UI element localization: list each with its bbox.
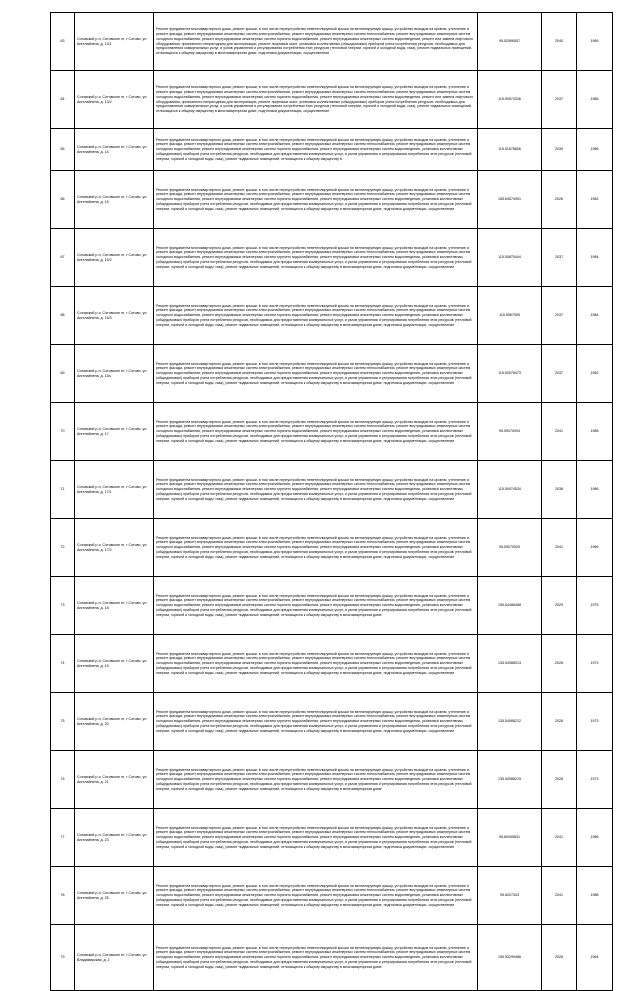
area-value-cell: 155.64488468 (478, 577, 542, 635)
address-cell: Сотовский р-н, Сотовское гп, г Сотово, ул. Ангелайнена, д. 15а (75, 345, 154, 403)
works-description-cell: Ремонт фундамента многоквартирного дома, ремонт крыши, в том числе переустройство невентилируемой крыши на вентилируемую крышу, устройство выходов на кровлю, утепление и ремонт фасада, ремонт внутридомовых инженерных систем электроснабжения, ремонт внутридомовых инженерных систем теплоснабжения, ремонт внутридомовых инженерных систем холодного водоснабжения, ремонт внутридомовых инженерных систем горячего водоснабжения, ремонт внутридомовых инженерных систем водоотведения, установка коллективных (общедомовых) приборов учета потребления ресурсов, необходимых для предоставления коммунальных услуг, и узлов управления и регулирования потребления этих ресурсов (тепловой энергии, горячей и холодной воды, газа), ремонт подвальных помещений, относящихся к общему имуществу в многоквартирном доме, подготовка документации, осуществление (154, 171, 478, 229)
planned-year-cell: 2040 (542, 13, 577, 71)
row-number-cell: 79 (51, 925, 75, 991)
works-description-cell: Ремонт фундамента многоквартирного дома, ремонт крыши, в том числе переустройство невентилируемой крыши на вентилируемую крышу, устройство выходов на кровлю, утепление и ремонт фасада, ремонт внутридомовых инженерных систем электроснабжения, ремонт внутридомовых инженерных систем теплоснабжения, ремонт внутридомовых инженерных систем холодного водоснабжения, ремонт внутридомовых инженерных систем горячего водоснабжения, ремонт внутридомовых инженерных систем водоотведения, ремонт или замена лифтового оборудования, признанного непригодным для эксплуатации, ремонт лифтовых шахт, установка коллективных (общедомовых) приборов учета потребления ресурсов, необходимых для предоставления коммунальных услуг, и узлов управления и регулирования потребления этих ресурсов (тепловой энергии, горячей и холодной воды, газа), ремонт подвальных помещений, относящихся к общему имуществу в многоквартирном доме, подготовка документации, осуществление (154, 71, 478, 129)
planned-year-cell: 2037 (542, 229, 577, 287)
area-value-cell: 135.54988013 (478, 635, 542, 693)
year-built-cell: 1973 (577, 635, 613, 693)
year-built-cell: 1973 (577, 751, 613, 809)
works-description-cell: Ремонт фундамента многоквартирного дома, ремонт крыши, в том числе переустройство невентилируемой крыши на вентилируемую крышу, устройство выходов на кровлю, утепление и ремонт фасада, ремонт внутридомовых инженерных систем электроснабжения, ремонт внутридомовых инженерных систем теплоснабжения, ремонт внутридомовых инженерных систем холодного водоснабжения, ремонт внутридомовых инженерных систем горячего водоснабжения, ремонт внутридомовых инженерных систем водоотведения, установка коллективных (общедомовых) приборов учета потребления ресурсов, необходимых для предоставления коммунальных услуг, и узлов управления и регулирования потребления этих ресурсов (тепловой энергии, горячей и холодной воды, газа), ремонт подвальных помещений, относящихся к общему имуществу в многоквартирном доме, подготовка документации, осуществление (154, 519, 478, 577)
works-description-cell: Ремонт фундамента многоквартирного дома, ремонт крыши, в том числе переустройство невентилируемой крыши на вентилируемую крышу, устройство выходов на кровлю, утепление и ремонт фасада, ремонт внутридомовых инженерных систем электроснабжения, ремонт внутридомовых инженерных систем теплоснабжения, ремонт внутридомовых инженерных систем холодного водоснабжения, ремонт внутридомовых инженерных систем горячего водоснабжения, ремонт внутридомовых инженерных систем водоотведения, установка коллективных (общедомовых) приборов учета потребления ресурсов, необходимых для предоставления коммунальных услуг, и узлов управления и регулирования потребления этих ресурсов (тепловой энергии, горячей и холодной воды, газа), ремонт подвальных помещений, относящихся к общему имуществу в многоквартирном доме, подготовка документации, осуществление (154, 229, 478, 287)
year-built-cell: 1985 (577, 809, 613, 867)
year-built-cell: 1973 (577, 693, 613, 751)
works-description-cell: Ремонт фундамента многоквартирного дома, ремонт крыши, в том числе переустройство невентилируемой крыши на вентилируемую крышу, устройство выходов на кровлю, утепление и ремонт фасада, ремонт внутридомовых инженерных систем электроснабжения, ремонт внутридомовых инженерных систем теплоснабжения, ремонт внутридомовых инженерных систем холодного водоснабжения, ремонт внутридомовых инженерных систем горячего водоснабжения, ремонт внутридомовых инженерных систем водоотведения, ремонт или замена лифтового оборудования, признанного непригодным для эксплуатации, ремонт лифтовых шахт, установка коллективных (общедомовых) приборов учета потребления ресурсов, необходимых для предоставления коммунальных услуг, и узлов управления и регулирования потребления этих ресурсов (тепловой энергии, горячей и холодной воды, газа), ремонт подвальных помещений, относящихся к общему имуществу в многоквартирном доме, подготовка документации, осуществление (154, 13, 478, 71)
area-value-cell: 95.52596557 (478, 13, 542, 71)
table-row (51, 129, 613, 171)
address-cell: Сотовский р-н, Сотовское гп, г Сотово, ул. Ангелайнена, д. 15/3 (75, 287, 154, 345)
planned-year-cell: 2028 (542, 751, 577, 809)
area-value-cell: 115.50074534 (478, 461, 542, 519)
area-value-cell: 95.6007343 (478, 867, 542, 925)
capital-repair-register-table (50, 12, 613, 991)
address-cell: Сотовский р-н, Сотовское гп, г Сотово, ул. Ангелайнена, д. 13/2 (75, 71, 154, 129)
row-number-cell: 66 (51, 171, 75, 229)
table-row (51, 519, 613, 577)
year-built-cell: 1989 (577, 519, 613, 577)
area-value-cell: 115.50574336 (478, 71, 542, 129)
works-description-cell: Ремонт фундамента многоквартирного дома, ремонт крыши, в том числе переустройство невентилируемой крыши на вентилируемую крышу, устройство выходов на кровлю, утепление и ремонт фасада, ремонт внутридомовых инженерных систем электроснабжения, ремонт внутридомовых инженерных систем теплоснабжения, ремонт внутридомовых инженерных систем холодного водоснабжения, ремонт внутридомовых инженерных систем горячего водоснабжения, ремонт внутридомовых инженерных систем водоотведения, установка коллективных (общедомовых) приборов учета потребления ресурсов, необходимых для предоставления коммунальных услуг, и узлов управления и регулирования потребления этих ресурсов (тепловой энергии, горячей и холодной воды, газа), ремонт подвальных помещений, относящихся к общему имуществу в многоквартирном доме, подготовка документации, осуществление (154, 287, 478, 345)
area-value-cell: 115.5967595 (478, 287, 542, 345)
planned-year-cell: 2037 (542, 71, 577, 129)
area-value-cell: 95.60095831 (478, 809, 542, 867)
planned-year-cell: 2028 (542, 925, 577, 991)
works-description-cell: Ремонт фундамента многоквартирного дома, ремонт крыши, в том числе переустройство невентилируемой крыши на вентилируемую крышу, устройство выходов на кровлю, утепление и ремонт фасада, ремонт внутридомовых инженерных систем электроснабжения, ремонт внутридомовых инженерных систем теплоснабжения, ремонт внутридомовых инженерных систем холодного водоснабжения, ремонт внутридомовых инженерных систем горячего водоснабжения, ремонт внутридомовых инженерных систем водоотведения, установка коллективных (общедомовых) приборов учета потребления ресурсов, необходимых для предоставления коммунальных услуг, и узлов управления и регулирования потребления этих ресурсов (тепловой энергии, горячей и холодной воды, газа), ремонт подвальных помещений, относящихся к общему имуществу в многоквартирном доме (154, 925, 478, 991)
table-row (51, 13, 613, 71)
table-row (51, 345, 613, 403)
area-value-cell: 155.64574951 (478, 171, 542, 229)
planned-year-cell: 2041 (542, 809, 577, 867)
address-cell: Сотовский р-н, Сотовское гп, г Сотово, ул. Ангелайнена, д. 14 (75, 129, 154, 171)
address-cell: Сотовский р-н, Сотовское гп, г Сотово, ул. Ангелайнена, д. 18 (75, 577, 154, 635)
row-number-cell: 73 (51, 577, 75, 635)
planned-year-cell: 2026 (542, 171, 577, 229)
table-row (51, 461, 613, 519)
row-number-cell: 71 (51, 461, 75, 519)
planned-year-cell: 2041 (542, 519, 577, 577)
year-built-cell: 1986 (577, 461, 613, 519)
planned-year-cell: 2038 (542, 461, 577, 519)
works-description-cell: Ремонт фундамента многоквартирного дома, ремонт крыши, в том числе переустройство невентилируемой крыши на вентилируемую крышу, устройство выходов на кровлю, утепление и ремонт фасада, ремонт внутридомовых инженерных систем электроснабжения, ремонт внутридомовых инженерных систем теплоснабжения, ремонт внутридомовых инженерных систем холодного водоснабжения, ремонт внутридомовых инженерных систем горячего водоснабжения, ремонт внутридомовых инженерных систем водоотведения, установка коллективных (общедомовых) приборов учета потребления ресурсов, необходимых для предоставления коммунальных услуг, и узлов управления и регулирования потребления этих ресурсов (тепловой энергии, горячей и холодной воды, газа), ремонт подвальных помещений, относящихся к общему имуществу в многоквартирном доме, подготовка документации, осуществление (154, 867, 478, 925)
table-row (51, 867, 613, 925)
address-cell: Сотовский р-н, Сотовское гп, г Сотово, ул. Ангелайнена, д. 25 (75, 867, 154, 925)
row-number-cell: 78 (51, 867, 75, 925)
planned-year-cell: 2039 (542, 129, 577, 171)
year-built-cell: 1989 (577, 13, 613, 71)
year-built-cell: 1984 (577, 229, 613, 287)
year-built-cell: 1981 (577, 171, 613, 229)
planned-year-cell: 2041 (542, 403, 577, 461)
works-description-cell: Ремонт фундамента многоквартирного дома, ремонт крыши, в том числе переустройство невентилируемой крыши на вентилируемую крышу, устройство выходов на кровлю, утепление и ремонт фасада, ремонт внутридомовых инженерных систем электроснабжения, ремонт внутридомовых инженерных систем теплоснабжения, ремонт внутридомовых инженерных систем холодного водоснабжения, ремонт внутридомовых инженерных систем горячего водоснабжения, ремонт внутридомовых инженерных систем водоотведения, установка коллективных (общедомовых) приборов учета потребления ресурсов, необходимых для предоставления коммунальных услуг, и узлов управления и регулирования потребления этих ресурсов (тепловой энергии, горячей и холодной воды, газа), ремонт подвальных помещений, относящихся к общему имуществу в многоквартирном доме, подготовка документации, осуществление (154, 693, 478, 751)
works-description-cell: Ремонт фундамента многоквартирного дома, ремонт крыши, в том числе переустройство невентилируемой крыши на вентилируемую крышу, устройство выходов на кровлю, утепление и ремонт фасада, ремонт внутридомовых инженерных систем электроснабжения, ремонт внутридомовых инженерных систем теплоснабжения, ремонт внутридомовых инженерных систем холодного водоснабжения, ремонт внутридомовых инженерных систем горячего водоснабжения, ремонт внутридомовых инженерных систем водоотведения, установка коллективных (общедомовых) приборов учета потребления ресурсов, необходимых для предоставления коммунальных услуг, и узлов управления и регулирования потребления этих ресурсов (тепловой энергии, горячей и холодной воды, газа), ремонт подвальных помещений, относящихся к общему имуществу в многоквартирном доме, подготовка документации, осуществление (154, 635, 478, 693)
address-cell: Сотовский р-н, Сотовское гп, г Сотово, ул. Владимирская, д. 2 (75, 925, 154, 991)
row-number-cell: 72 (51, 519, 75, 577)
row-number-cell: 74 (51, 635, 75, 693)
row-number-cell: 67 (51, 229, 75, 287)
address-cell: Сотовский р-н, Сотовское гп, г Сотово, ул. Ангелайнена, д. 17 (75, 403, 154, 461)
row-number-cell: 65 (51, 129, 75, 171)
table-row (51, 229, 613, 287)
address-cell: Сотовский р-н, Сотовское гп, г Сотово, ул. Ангелайнена, д. 17/2 (75, 519, 154, 577)
table-row (51, 809, 613, 867)
address-cell: Сотовский р-н, Сотовское гп, г Сотово, ул. Ангелайнена, д. 15/2 (75, 229, 154, 287)
table-row (51, 925, 613, 991)
row-number-cell: 69 (51, 345, 75, 403)
row-number-cell: 70 (51, 403, 75, 461)
address-cell: Сотовский р-н, Сотовское гп, г Сотово, ул. Ангелайнена, д. 20 (75, 693, 154, 751)
year-built-cell: 1975 (577, 577, 613, 635)
area-value-cell: 135.54988212 (478, 693, 542, 751)
table-row (51, 71, 613, 129)
area-value-cell: 95.59070094 (478, 403, 542, 461)
works-description-cell: Ремонт фундамента многоквартирного дома, ремонт крыши, в том числе переустройство невентилируемой крыши на вентилируемую крышу, устройство выходов на кровлю, утепление и ремонт фасада, ремонт внутридомовых инженерных систем электроснабжения, ремонт внутридомовых инженерных систем теплоснабжения, ремонт внутридомовых инженерных систем холодного водоснабжения, ремонт внутридомовых инженерных систем горячего водоснабжения, ремонт внутридомовых инженерных систем водоотведения, установка коллективных (общедомовых) приборов учета потребления ресурсов, необходимых для предоставления коммунальных услуг, и узлов управления и регулирования потребления этих ресурсов (тепловой энергии, горячей и холодной воды, газа), ремонт подвальных помещений, относящихся к общему имуществу в многоквартирном доме (154, 751, 478, 809)
address-cell: Сотовский р-н, Сотовское гп, г Сотово, ул. Ангелайнена, д. 17/1 (75, 461, 154, 519)
works-description-cell: Ремонт фундамента многоквартирного дома, ремонт крыши, в том числе переустройство невентилируемой крыши на вентилируемую крышу, устройство выходов на кровлю, утепление и ремонт фасада, ремонт внутридомовых инженерных систем электроснабжения, ремонт внутридомовых инженерных систем теплоснабжения, ремонт внутридомовых инженерных систем холодного водоснабжения, ремонт внутридомовых инженерных систем горячего водоснабжения, ремонт внутридомовых инженерных систем водоотведения, установка коллективных (общедомовых) приборов учета потребления ресурсов, необходимых для предоставления коммунальных услуг, и узлов управления и регулирования потребления этих ресурсов (тепловой энергии, горячей и холодной воды, газа), ремонт подвальных помещений, относящихся к общему имуществу в (154, 129, 478, 171)
area-value-cell: 155.53299486 (478, 925, 542, 991)
year-built-cell: 1964 (577, 925, 613, 991)
area-value-cell: 115.51678806 (478, 129, 542, 171)
area-value-cell: 115.50875444 (478, 229, 542, 287)
planned-year-cell: 2041 (542, 867, 577, 925)
area-value-cell: 135.54988215 (478, 751, 542, 809)
year-built-cell: 1984 (577, 287, 613, 345)
works-description-cell: Ремонт фундамента многоквартирного дома, ремонт крыши, в том числе переустройство невентилируемой крыши на вентилируемую крышу, устройство выходов на кровлю, утепление и ремонт фасада, ремонт внутридомовых инженерных систем электроснабжения, ремонт внутридомовых инженерных систем теплоснабжения, ремонт внутридомовых инженерных систем холодного водоснабжения, ремонт внутридомовых инженерных систем горячего водоснабжения, ремонт внутридомовых инженерных систем водоотведения, установка коллективных (общедомовых) приборов учета потребления ресурсов, необходимых для предоставления коммунальных услуг, и узлов управления и регулирования потребления этих ресурсов (тепловой энергии, горячей и холодной воды, газа), ремонт подвальных помещений, относящихся к общему имуществу в многоквартирном доме (154, 577, 478, 635)
row-number-cell: 64 (51, 71, 75, 129)
address-cell: Сотовский р-н, Сотовское гп, г Сотово, ул. Ангелайнена, д. 19 (75, 635, 154, 693)
register-table-body (51, 13, 613, 991)
table-row (51, 577, 613, 635)
address-cell: Сотовский р-н, Сотовское гп, г Сотово, ул. Ангелайнена, д. 23 (75, 809, 154, 867)
planned-year-cell: 2037 (542, 287, 577, 345)
row-number-cell: 77 (51, 809, 75, 867)
table-row (51, 635, 613, 693)
row-number-cell: 75 (51, 693, 75, 751)
table-row (51, 693, 613, 751)
planned-year-cell: 2028 (542, 693, 577, 751)
row-number-cell: 68 (51, 287, 75, 345)
table-row (51, 403, 613, 461)
planned-year-cell: 2029 (542, 577, 577, 635)
planned-year-cell: 2028 (542, 635, 577, 693)
year-built-cell: 1985 (577, 129, 613, 171)
year-built-cell: 1985 (577, 71, 613, 129)
address-cell: Сотовский р-н, Сотовское гп, г Сотово, ул. Ангелайнена, д. 21 (75, 751, 154, 809)
year-built-cell: 1982 (577, 345, 613, 403)
address-cell: Сотовский р-н, Сотовское гп, г Сотово, ул. Ангелайнена, д. 15 (75, 171, 154, 229)
row-number-cell: 76 (51, 751, 75, 809)
works-description-cell: Ремонт фундамента многоквартирного дома, ремонт крыши, в том числе переустройство невентилируемой крыши на вентилируемую крышу, устройство выходов на кровлю, утепление и ремонт фасада, ремонт внутридомовых инженерных систем электроснабжения, ремонт внутридомовых инженерных систем теплоснабжения, ремонт внутридомовых инженерных систем холодного водоснабжения, ремонт внутридомовых инженерных систем горячего водоснабжения, ремонт внутридомовых инженерных систем водоотведения, установка коллективных (общедомовых) приборов учета потребления ресурсов, необходимых для предоставления коммунальных услуг, и узлов управления и регулирования потребления этих ресурсов (тепловой энергии, горячей и холодной воды, газа), ремонт подвальных помещений, относящихся к общему имуществу в многоквартирном доме, подготовка документации, осуществление (154, 345, 478, 403)
table-row (51, 287, 613, 345)
planned-year-cell: 2037 (542, 345, 577, 403)
area-value-cell: 95.59070525 (478, 519, 542, 577)
year-built-cell: 1985 (577, 403, 613, 461)
table-row (51, 171, 613, 229)
area-value-cell: 115.50578473 (478, 345, 542, 403)
works-description-cell: Ремонт фундамента многоквартирного дома, ремонт крыши, в том числе переустройство невентилируемой крыши на вентилируемую крышу, устройство выходов на кровлю, утепление и ремонт фасада, ремонт внутридомовых инженерных систем электроснабжения, ремонт внутридомовых инженерных систем теплоснабжения, ремонт внутридомовых инженерных систем холодного водоснабжения, ремонт внутридомовых инженерных систем горячего водоснабжения, ремонт внутридомовых инженерных систем водоотведения, установка коллективных (общедомовых) приборов учета потребления ресурсов, необходимых для предоставления коммунальных услуг, и узлов управления и регулирования потребления этих ресурсов (тепловой энергии, горячей и холодной воды, газа), ремонт подвальных помещений, относящихся к общему имуществу в многоквартирном доме, подготовка документации, осуществление (154, 809, 478, 867)
year-built-cell: 1988 (577, 867, 613, 925)
address-cell: Сотовский р-н, Сотовское гп, г Сотово, ул. Ангелайнена, д. 13/1 (75, 13, 154, 71)
row-number-cell: 63 (51, 13, 75, 71)
works-description-cell: Ремонт фундамента многоквартирного дома, ремонт крыши, в том числе переустройство невентилируемой крыши на вентилируемую крышу, устройство выходов на кровлю, утепление и ремонт фасада, ремонт внутридомовых инженерных систем электроснабжения, ремонт внутридомовых инженерных систем теплоснабжения, ремонт внутридомовых инженерных систем холодного водоснабжения, ремонт внутридомовых инженерных систем горячего водоснабжения, ремонт внутридомовых инженерных систем водоотведения, установка коллективных (общедомовых) приборов учета потребления ресурсов, необходимых для предоставления коммунальных услуг, и узлов управления и регулирования потребления этих ресурсов (тепловой энергии, горячей и холодной воды, газа), ремонт подвальных помещений, относящихся к общему имуществу в многоквартирном доме, подготовка документации, осуществление (154, 403, 478, 461)
works-description-cell: Ремонт фундамента многоквартирного дома, ремонт крыши, в том числе переустройство невентилируемой крыши на вентилируемую крышу, устройство выходов на кровлю, утепление и ремонт фасада, ремонт внутридомовых инженерных систем электроснабжения, ремонт внутридомовых инженерных систем теплоснабжения, ремонт внутридомовых инженерных систем холодного водоснабжения, ремонт внутридомовых инженерных систем горячего водоснабжения, ремонт внутридомовых инженерных систем водоотведения, установка коллективных (общедомовых) приборов учета потребления ресурсов, необходимых для предоставления коммунальных услуг, и узлов управления и регулирования потребления этих ресурсов (тепловой энергии, горячей и холодной воды, газа), ремонт подвальных помещений, относящихся к общему имуществу в многоквартирном доме, подготовка документации, осуществление (154, 461, 478, 519)
table-row (51, 751, 613, 809)
